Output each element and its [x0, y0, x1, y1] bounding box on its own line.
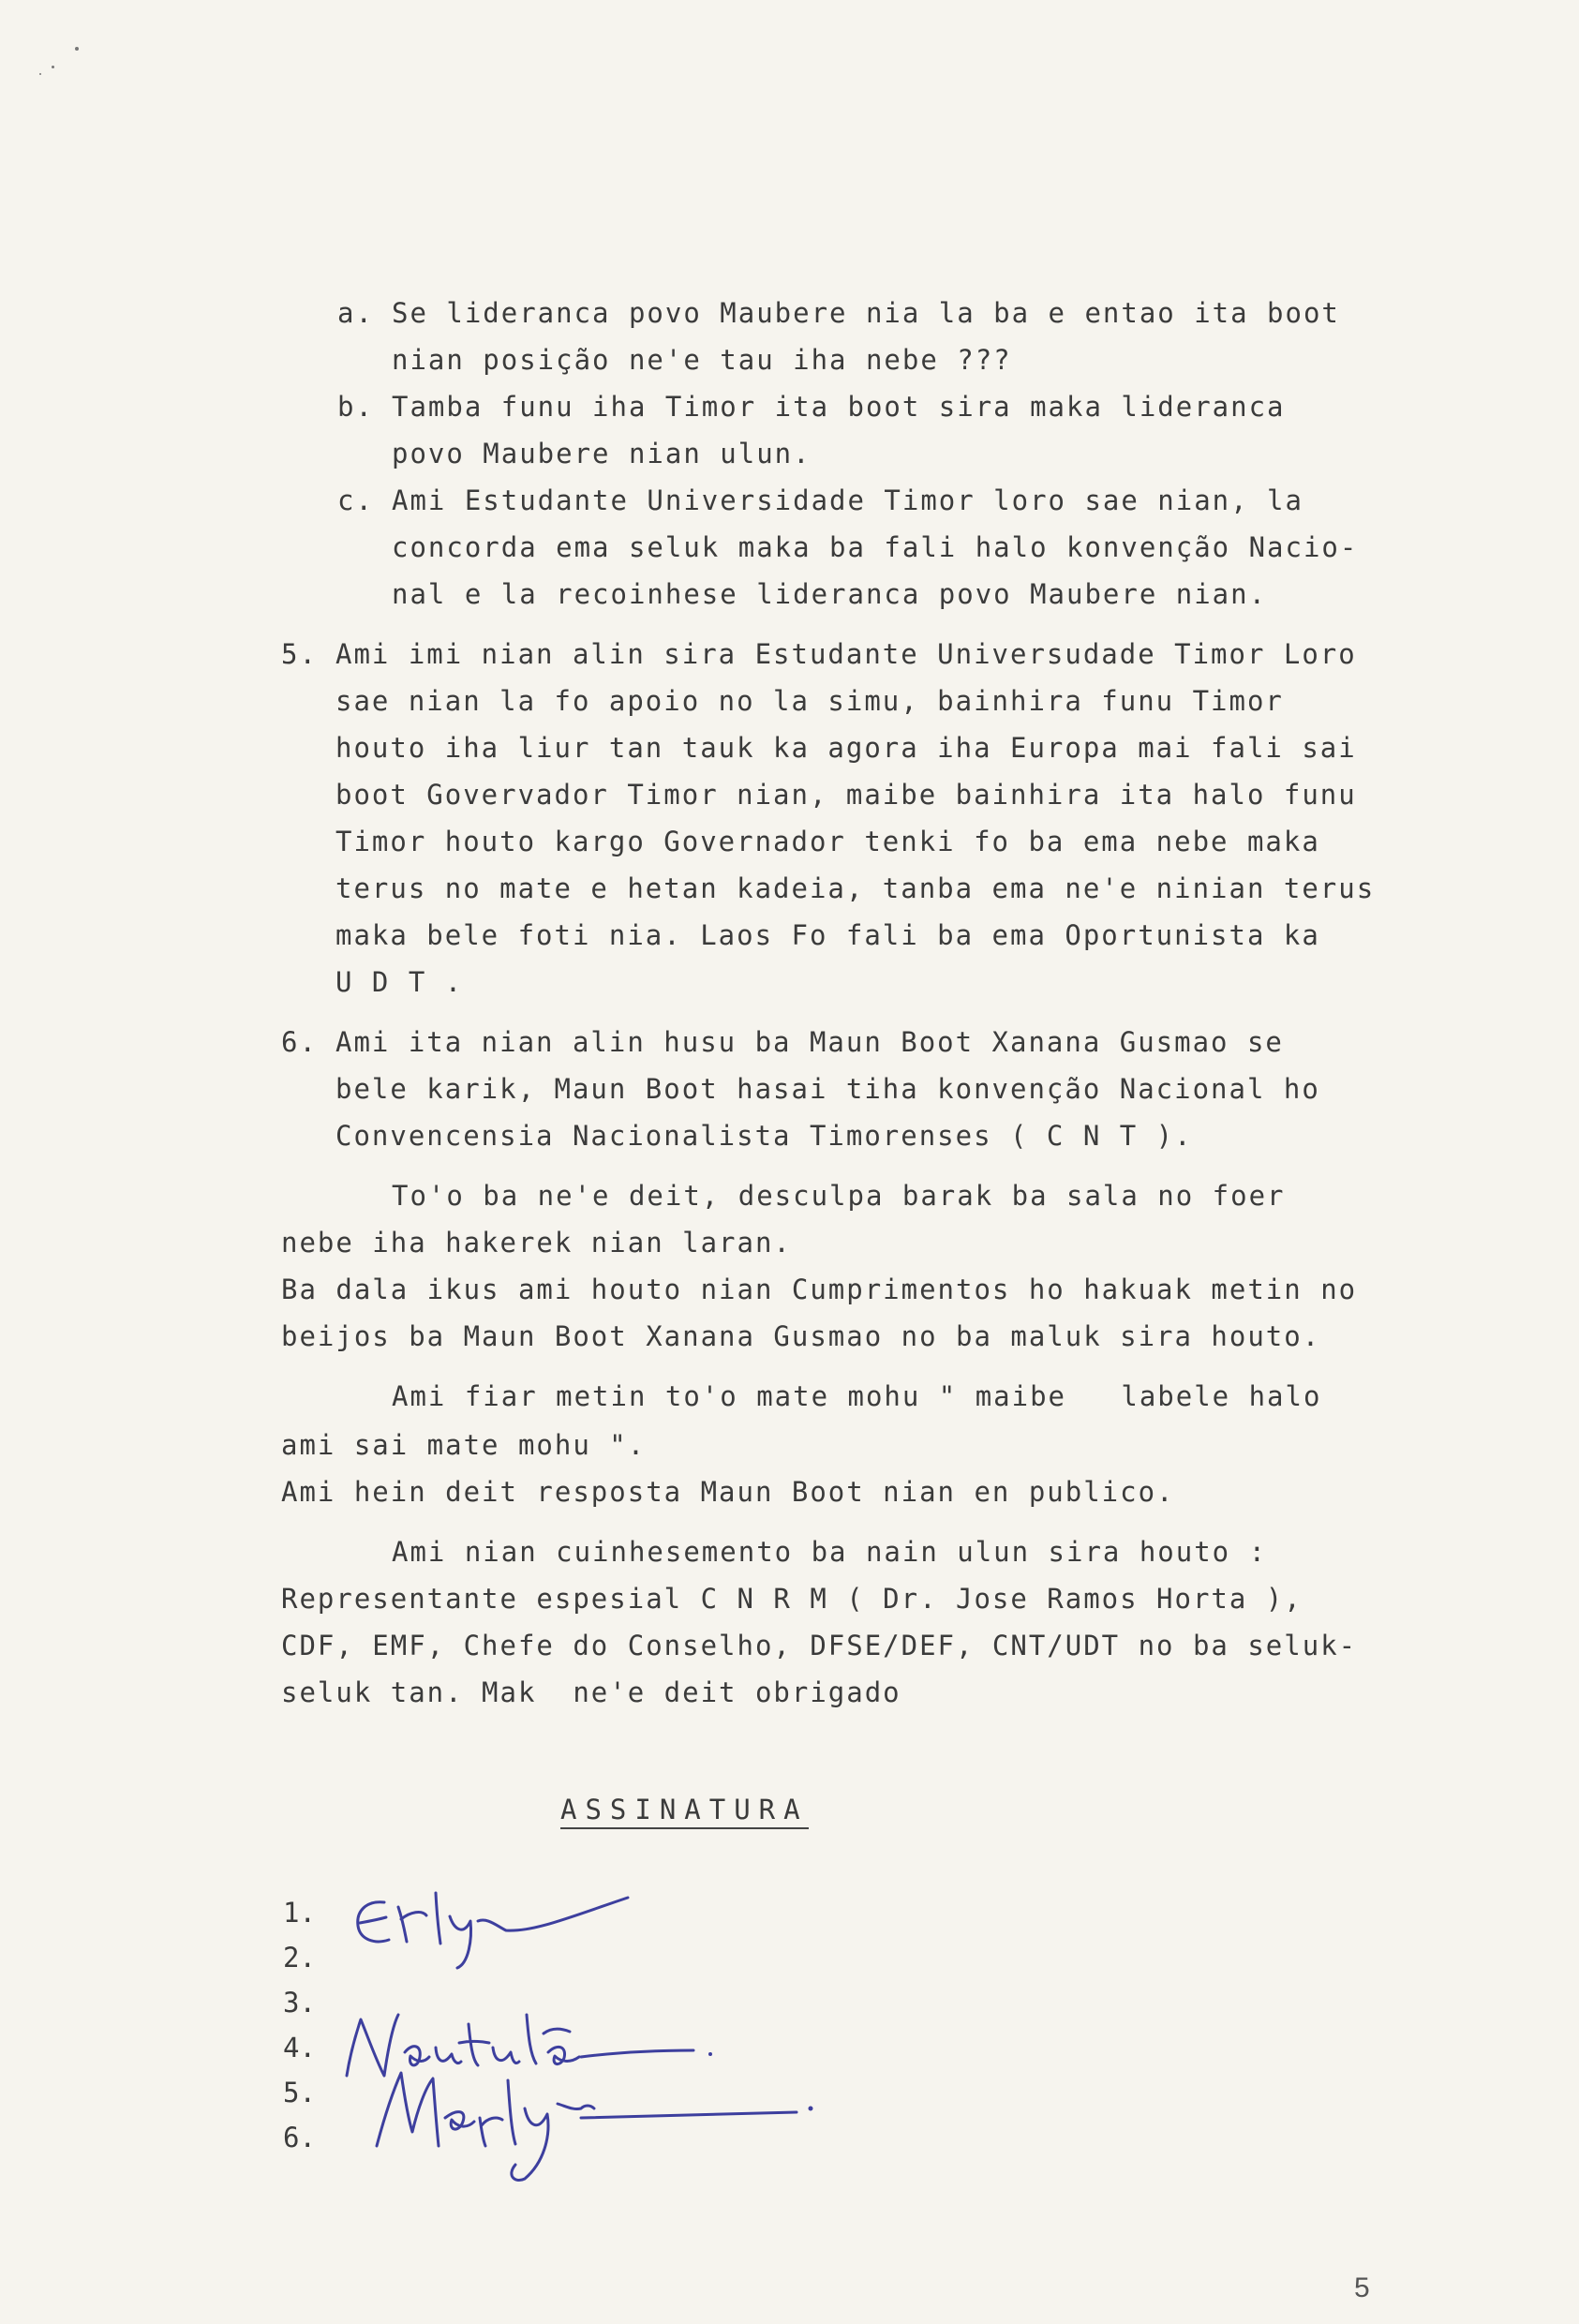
item-b-line-2: povo Maubere nian ulun.	[392, 438, 812, 469]
closing-line-8: Ami nian cuinhesemento ba nain ulun sira houto :	[392, 1536, 1268, 1568]
signature-number-5: 5.	[283, 2077, 316, 2108]
signature-heading: ASSINATURA	[560, 1794, 809, 1829]
closing-line-10: CDF, EMF, Chefe do Conselho, DFSE/DEF, CNT/UDT no ba seluk-	[281, 1630, 1358, 1661]
item-5-line-1: Ami imi nian alin sira Estudante Universudade Timor Loro	[335, 638, 1357, 670]
item-b-line-1: Tamba funu iha Timor ita boot sira maka lideranca	[392, 391, 1286, 423]
item-5-line-4: boot Govervador Timor nian, maibe bainhira ita halo funu	[335, 779, 1357, 811]
item-a-line-2: nian posição ne'e tau iha nebe ???	[392, 344, 1012, 376]
closing-line-3: Ba dala ikus ami houto nian Cumprimentos ho hakuak metin no	[281, 1274, 1358, 1305]
closing-line-9: Representante espesial C N R M ( Dr. Jose Ramos Horta ),	[281, 1583, 1303, 1615]
item-5-line-3: houto iha liur tan tauk ka agora iha Europa mai fali sai	[335, 732, 1357, 764]
item-c-line-3: nal e la recoinhese lideranca povo Maubere nian.	[392, 578, 1268, 610]
paper-speck	[75, 47, 79, 51]
item-c-marker: c.	[337, 484, 374, 516]
item-5-line-2: sae nian la fo apoio no la simu, bainhira funu Timor	[335, 685, 1284, 717]
closing-line-6: ami sai mate mohu ".	[281, 1429, 647, 1461]
item-6-line-3: Convencensia Nacionalista Timorenses ( C N T ).	[335, 1120, 1193, 1152]
item-5-line-8: U D T .	[335, 966, 464, 998]
signature-1	[347, 1874, 647, 1977]
item-5-line-7: maka bele foti nia. Laos Fo fali ba ema Oportunista ka	[335, 919, 1320, 951]
item-a-marker: a.	[337, 297, 374, 329]
item-6-marker: 6.	[281, 1026, 318, 1058]
item-b-marker: b.	[337, 391, 374, 423]
item-6-line-1: Ami ita nian alin husu ba Maun Boot Xanana Gusmao se	[335, 1026, 1284, 1058]
closing-line-2: nebe iha hakerek nian laran.	[281, 1227, 792, 1259]
paper-speck	[39, 73, 41, 75]
paper-speck	[52, 66, 54, 68]
item-6-line-2: bele karik, Maun Boot hasai tiha konvenção Nacional ho	[335, 1073, 1320, 1105]
signature-number-1: 1.	[283, 1897, 316, 1929]
closing-line-5: Ami fiar metin to'o mate mohu " maibe labele halo	[392, 1380, 1322, 1412]
page-number: 5	[1354, 2272, 1370, 2303]
item-a-line-1: Se lideranca povo Maubere nia la ba e entao ita boot	[392, 297, 1340, 329]
item-c-line-2: concorda ema seluk maka ba fali halo konvenção Nacio-	[392, 531, 1359, 563]
signature-3	[356, 2052, 918, 2193]
signature-number-6: 6.	[283, 2122, 316, 2153]
signature-number-2: 2.	[283, 1942, 316, 1974]
item-5-line-6: terus no mate e hetan kadeia, tanba ema ne'e ninian terus	[335, 872, 1376, 904]
closing-line-1: To'o ba ne'e deit, desculpa barak ba sala no foer	[392, 1180, 1286, 1212]
closing-line-11: seluk tan. Mak ne'e deit obrigado	[281, 1676, 901, 1708]
item-5-marker: 5.	[281, 638, 318, 670]
signature-number-4: 4.	[283, 2032, 316, 2063]
item-c-line-1: Ami Estudante Universidade Timor loro sae nian, la	[392, 484, 1303, 516]
closing-line-4: beijos ba Maun Boot Xanana Gusmao no ba maluk sira houto.	[281, 1320, 1321, 1352]
signature-number-3: 3.	[283, 1987, 316, 2019]
item-5-line-5: Timor houto kargo Governador tenki fo ba ema nebe maka	[335, 826, 1320, 857]
closing-line-7: Ami hein deit resposta Maun Boot nian en publico.	[281, 1476, 1175, 1508]
